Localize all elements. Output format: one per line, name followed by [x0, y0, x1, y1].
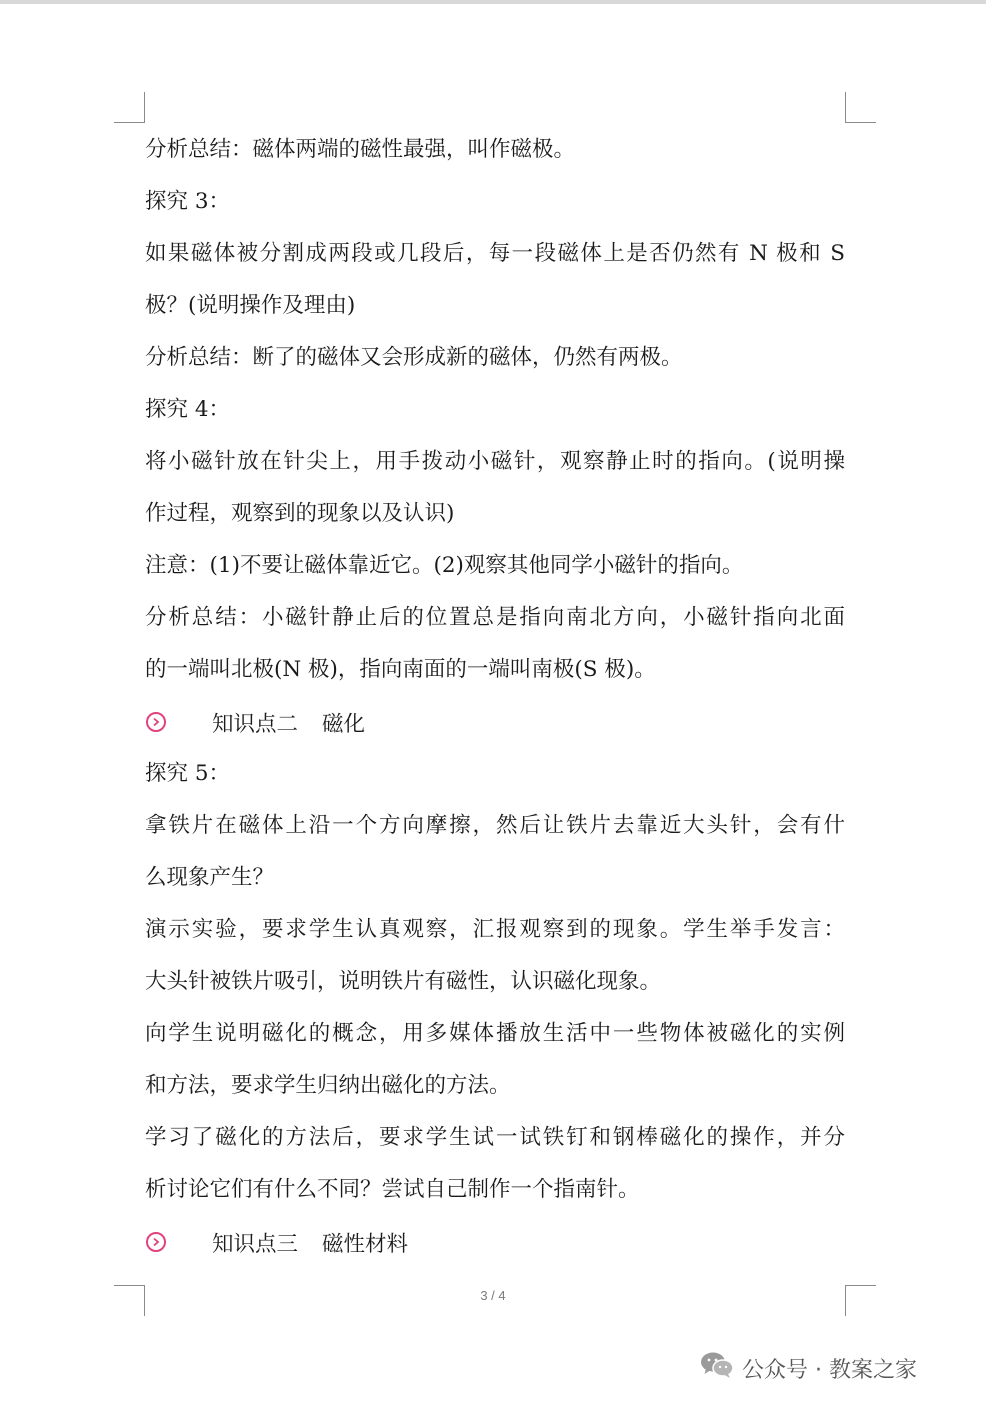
paragraph-line: 极？(说明操作及理由)	[145, 293, 356, 318]
paragraph-line: 分析总结：小磁针静止后的位置总是指向南北方向，小磁针指向北面	[145, 605, 845, 630]
paragraph-line: 拿铁片在磁体上沿一个方向摩擦，然后让铁片去靠近大头针，会有什	[145, 813, 845, 838]
knowledge-point-title: 磁性材料	[322, 1231, 409, 1257]
chevron-right-circle-icon	[146, 1232, 166, 1252]
paragraph-line: 向学生说明磁化的概念，用多媒体播放生活中一些物体被磁化的实例	[145, 1021, 845, 1046]
paragraph-line: 探究 3：	[145, 189, 231, 214]
paragraph-line: 大头针被铁片吸引，说明铁片有磁性，认识磁化现象。	[145, 969, 662, 994]
wechat-icon	[700, 1351, 734, 1385]
paragraph-line: 探究 5：	[145, 761, 231, 786]
paragraph-line: 演示实验，要求学生认真观察，汇报观察到的现象。学生举手发言：	[145, 917, 845, 942]
chevron-right-circle-icon	[146, 712, 166, 732]
knowledge-point-label: 知识点三	[212, 1231, 299, 1257]
paragraph-line: 作过程，观察到的现象以及认识)	[145, 501, 455, 526]
paragraph-line: 的一端叫北极(N 极)，指向南面的一端叫南极(S 极)。	[145, 657, 656, 682]
paragraph-line: 探究 4：	[145, 397, 231, 422]
paragraph-line: 析讨论它们有什么不同？尝试自己制作一个指南针。	[145, 1177, 640, 1202]
watermark-text: 公众号 · 教案之家	[742, 1357, 917, 1383]
paragraph-line: 学习了磁化的方法后，要求学生试一试铁钉和钢棒磁化的操作，并分	[145, 1125, 845, 1150]
crop-mark-top-left	[114, 92, 145, 123]
paragraph-line: 分析总结：断了的磁体又会形成新的磁体，仍然有两极。	[145, 345, 683, 370]
knowledge-point-title: 磁化	[322, 711, 366, 737]
page-content	[145, 124, 845, 1268]
paragraph-line: 将小磁针放在针尖上，用手拨动小磁针，观察静止时的指向。(说明操	[145, 449, 845, 474]
paragraph-line: 分析总结：磁体两端的磁性最强，叫作磁极。	[145, 137, 576, 162]
paragraph-line: 注意：(1)不要让磁体靠近它。(2)观察其他同学小磁针的指向。	[145, 553, 744, 578]
knowledge-point-label: 知识点二	[212, 711, 299, 737]
crop-mark-top-right	[845, 92, 876, 123]
paragraph-line: 如果磁体被分割成两段或几段后，每一段磁体上是否仍然有 N 极和 S	[145, 241, 845, 266]
watermark	[700, 1350, 917, 1386]
knowledge-point-heading	[145, 1216, 845, 1268]
top-border	[0, 0, 986, 4]
page-number: 3 / 4	[480, 1288, 506, 1303]
knowledge-point-heading	[145, 696, 845, 748]
paragraph-line: 么现象产生？	[145, 865, 275, 890]
paragraph-line: 和方法，要求学生归纳出磁化的方法。	[145, 1073, 511, 1098]
